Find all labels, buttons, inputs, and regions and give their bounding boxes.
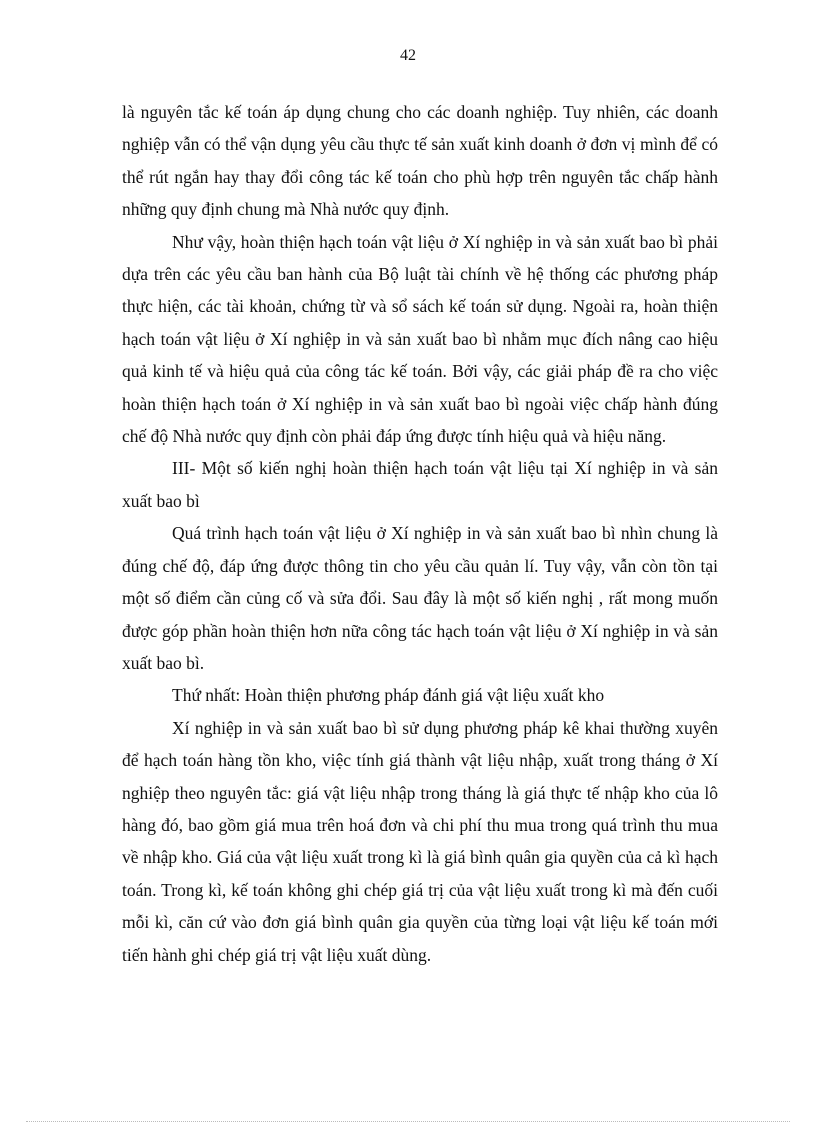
paragraph-requirements: Như vậy, hoàn thiện hạch toán vật liệu ở Xí nghiệp in và sản xuất bao bì phải dựa trên các yêu cầu ban hành của Bộ luật tài chính về hệ thống các phương pháp thực hiện, các tài khoản, chứng từ và sổ sách kế toán sử dụng. Ngoài ra, hoàn thiện hạch toán vật liệu ở Xí nghiệp in và sản xuất bao bì nhằm mục đích nâng cao hiệu quả kinh tế và hiệu quả của công tác kế toán. Bởi vậy, các giải pháp đề ra cho việc hoàn thiện hạch toán ở Xí nghiệp in và sản xuất bao bì ngoài việc chấp hành đúng chế độ Nhà nước quy định còn phải đáp ứng được tính hiệu quả và hiệu năng.: [122, 231, 718, 447]
document-body: [122, 96, 718, 971]
page-bottom-divider: [26, 1121, 790, 1122]
paragraph-overview: Quá trình hạch toán vật liệu ở Xí nghiệp in và sản xuất bao bì nhìn chung là đúng chế độ, đáp ứng được thông tin cho yêu cầu quản lí. Tuy vậy, vẫn còn tồn tại một số điểm cần củng cố và sửa đổi. Sau đây là một số kiến nghị , rất mong muốn được góp phần hoàn thiện hơn nữa công tác hạch toán vật liệu ở Xí nghiệp in và sản xuất bao bì.: [122, 523, 718, 673]
section-heading: III- Một số kiến nghị hoàn thiện hạch toán vật liệu tại Xí nghiệp in và sản xuất bao bì: [122, 458, 718, 511]
page-number: 42: [400, 47, 416, 64]
paragraph-valuation-method: Xí nghiệp in và sản xuất bao bì sử dụng phương pháp kê khai thường xuyên để hạch toán hàng tồn kho, việc tính giá thành vật liệu nhập, xuất trong tháng ở Xí nghiệp theo nguyên tắc: giá vật liệu nhập trong tháng là giá thực tế nhập kho của lô hàng đó, bao gồm giá mua trên hoá đơn và chi phí thu mua trong quá trình thu mua về nhập kho. Giá của vật liệu xuất trong kì là giá bình quân gia quyền của cả kì hạch toán. Trong kì, kế toán không ghi chép giá trị của vật liệu xuất trong kì mà đến cuối mỗi kì, căn cứ vào đơn giá bình quân gia quyền của từng loại vật liệu kế toán mới tiến hành ghi chép giá trị vật liệu xuất dùng.: [122, 717, 718, 965]
subheading-first-recommendation: Thứ nhất: Hoàn thiện phương pháp đánh giá vật liệu xuất kho: [172, 685, 605, 706]
paragraph-continuation: là nguyên tắc kế toán áp dụng chung cho các doanh nghiệp. Tuy nhiên, các doanh nghiệp vẫn có thể vận dụng yêu cầu thực tế sản xuất kinh doanh ở đơn vị mình để có thể rút ngắn hay thay đổi công tác kế toán cho phù hợp trên nguyên tắc chấp hành những quy định chung mà Nhà nước quy định.: [122, 102, 718, 220]
